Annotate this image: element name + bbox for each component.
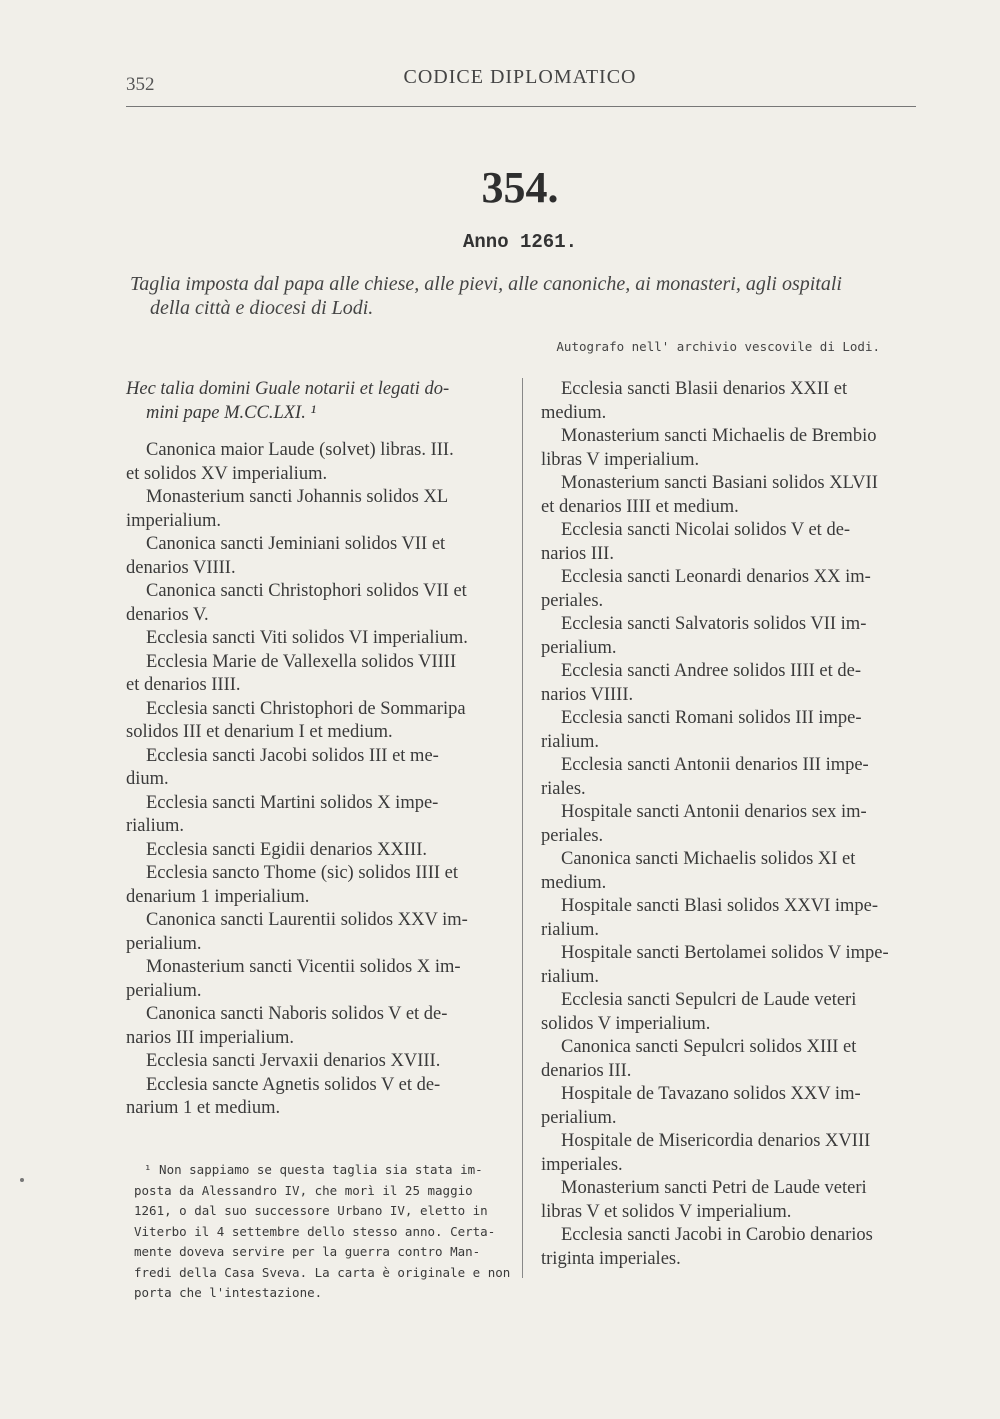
- spacer: [126, 425, 512, 439]
- entry-line: Ecclesia sancti Jacobi in Carobio denarios: [561, 1225, 873, 1245]
- header-rule: [126, 106, 916, 107]
- entry-line: Canonica sancti Naboris solidos V et de-: [146, 1004, 448, 1024]
- entry-line: Ecclesia sancti Viti solidos VI imperialium.: [146, 628, 468, 648]
- entry-line: Hospitale de Misericordia denarios XVIII: [561, 1131, 871, 1151]
- entry-line: Monasterium sancti Johannis solidos XL: [146, 487, 449, 507]
- entry-line: periales.: [541, 590, 604, 611]
- entry-line: Ecclesia sancti Leonardi denarios XX im-: [561, 567, 871, 587]
- entry-line: rialium.: [541, 731, 600, 752]
- entry-line: periales.: [541, 825, 604, 846]
- entry-line: Canonica sancti Jeminiani solidos VII et: [146, 534, 446, 554]
- entry-line: Ecclesia sancti Nicolai solidos V et de-: [561, 520, 851, 540]
- footnote-line: mente doveva servire per la guerra contro Man-: [134, 1244, 481, 1259]
- entry-line: Monasterium sancti Petri de Laude veteri: [561, 1178, 867, 1198]
- footnote-line: posta da Alessandro IV, che morì il 25 maggio: [134, 1182, 473, 1198]
- entry-line: dium.: [126, 769, 169, 789]
- entry-line: Canonica sancti Christophori solidos VII et: [146, 581, 467, 601]
- entry-line: Ecclesia sancti Sepulcri de Laude veteri: [561, 990, 857, 1010]
- entry-line: Hospitale sancti Blasi solidos XXVI impe-: [561, 896, 879, 916]
- entry-line: imperialium.: [126, 510, 222, 531]
- entry-line: et denarios IIII et medium.: [541, 496, 739, 517]
- entry-line: mini pape M.CC.LXI. ¹: [146, 402, 316, 423]
- document-summary: [130, 272, 930, 320]
- entry-line: Ecclesia sancte Agnetis solidos V et de-: [146, 1074, 441, 1095]
- column-divider: [522, 378, 523, 1278]
- footnote-line: Viterbo il 4 settembre dello stesso anno. Certa-: [134, 1223, 496, 1239]
- entry-line: Ecclesia sancti Salvatoris solidos VII im-: [561, 614, 867, 634]
- entry-line: narium 1 et medium.: [126, 1098, 281, 1118]
- entry-line: Canonica sancti Laurentii solidos XXV im-: [146, 910, 468, 930]
- source-note: Autografo nell' archivio vescovile di Lodi.: [556, 339, 880, 354]
- entry-line: perialium.: [126, 933, 202, 954]
- entry-line: Ecclesia sancti Egidii denarios XXIII.: [146, 839, 427, 860]
- running-head: CODICE DIPLOMATICO: [403, 66, 637, 88]
- entry-line: libras V imperialium.: [541, 449, 700, 470]
- entry-line: solidos III et denarium I et medium.: [126, 722, 393, 742]
- entry-line: perialium.: [126, 980, 202, 1001]
- entry-line: Monasterium sancti Basiani solidos XLVII: [561, 473, 878, 493]
- entry-line: Hospitale sancti Bertolamei solidos V impe-: [561, 943, 889, 963]
- entry-line: Ecclesia sancti Jacobi solidos III et me-: [146, 745, 439, 766]
- left-column: [126, 378, 512, 1121]
- entry-line: Ecclesia sancti Andree solidos IIII et de-: [561, 661, 861, 681]
- right-column: [541, 378, 933, 1271]
- summary-line: della città e diocesi di Lodi.: [150, 297, 374, 319]
- footnote-line: fredi della Casa Sveva. La carta è originale e non: [134, 1264, 511, 1280]
- page-number: 352: [126, 74, 155, 95]
- entry-line: Ecclesia sancto Thome (sic) solidos IIII et: [146, 863, 458, 883]
- entry-line: imperiales.: [541, 1154, 623, 1175]
- entry-line: Canonica sancti Sepulcri solidos XIII et: [561, 1037, 857, 1057]
- entry-line: Hospitale de Tavazano solidos XXV im-: [561, 1084, 861, 1104]
- entry-line: Ecclesia sancti Christophori de Sommaripa: [146, 698, 466, 719]
- entry-line: perialium.: [541, 1107, 617, 1128]
- entry-line: Hec talia domini Guale notarii et legati do-: [126, 379, 450, 399]
- entry-line: riales.: [541, 778, 586, 799]
- entry-line: Canonica maior Laude (solvet) libras. III.: [146, 440, 454, 460]
- entry-line: narios III.: [541, 543, 614, 564]
- entry-line: Ecclesia sancti Martini solidos X impe-: [146, 792, 439, 813]
- entry-line: libras V et solidos V imperialium.: [541, 1201, 792, 1222]
- footnote-line: 1261, o dal suo successore Urbano IV, eletto in: [134, 1203, 488, 1218]
- entry-line: denarios V.: [126, 604, 209, 625]
- document-number: 354.: [481, 163, 559, 212]
- entry-line: Monasterium sancti Vicentii solidos X im-: [146, 957, 461, 977]
- summary-line: Taglia imposta dal papa alle chiese, alle pievi, alle canoniche, ai monasteri, agli ospitali: [130, 273, 842, 295]
- page-speck: [20, 1178, 24, 1182]
- entry-line: solidos V imperialium.: [541, 1013, 711, 1034]
- entry-line: Ecclesia sancti Jervaxii denarios XVIII.: [146, 1051, 441, 1071]
- entry-line: rialium.: [541, 919, 600, 940]
- entry-line: et denarios IIII.: [126, 675, 241, 695]
- document-year: Anno 1261.: [462, 231, 578, 253]
- entry-line: Canonica sancti Michaelis solidos XI et: [561, 849, 856, 869]
- entry-line: denarios III.: [541, 1060, 632, 1081]
- entry-line: rialium.: [126, 816, 185, 836]
- footnote-line: porta che l'intestazione.: [134, 1285, 323, 1300]
- entry-line: Ecclesia Marie de Vallexella solidos VIIII: [146, 651, 457, 672]
- entry-line: Ecclesia sancti Antonii denarios III impe-: [561, 755, 869, 775]
- entry-line: medium.: [541, 402, 607, 423]
- entry-line: Ecclesia sancti Romani solidos III impe-: [561, 708, 862, 728]
- entry-line: narios III imperialium.: [126, 1027, 294, 1048]
- entry-line: rialium.: [541, 966, 600, 987]
- entry-line: et solidos XV imperialium.: [126, 463, 328, 484]
- entry-line: Hospitale sancti Antonii denarios sex im-: [561, 802, 867, 822]
- footnote-line: ¹ Non sappiamo se questa taglia sia stata im-: [144, 1162, 483, 1177]
- entry-line: denarium 1 imperialium.: [126, 886, 310, 907]
- entry-line: perialium.: [541, 637, 617, 658]
- entry-line: Ecclesia sancti Blasii denarios XXII et: [561, 379, 848, 399]
- entry-line: triginta imperiales.: [541, 1248, 681, 1269]
- entry-line: denarios VIIII.: [126, 557, 236, 578]
- entry-line: medium.: [541, 872, 607, 893]
- entry-line: narios VIIII.: [541, 684, 634, 705]
- entry-line: Monasterium sancti Michaelis de Brembio: [561, 426, 877, 446]
- footnote: [134, 1160, 524, 1304]
